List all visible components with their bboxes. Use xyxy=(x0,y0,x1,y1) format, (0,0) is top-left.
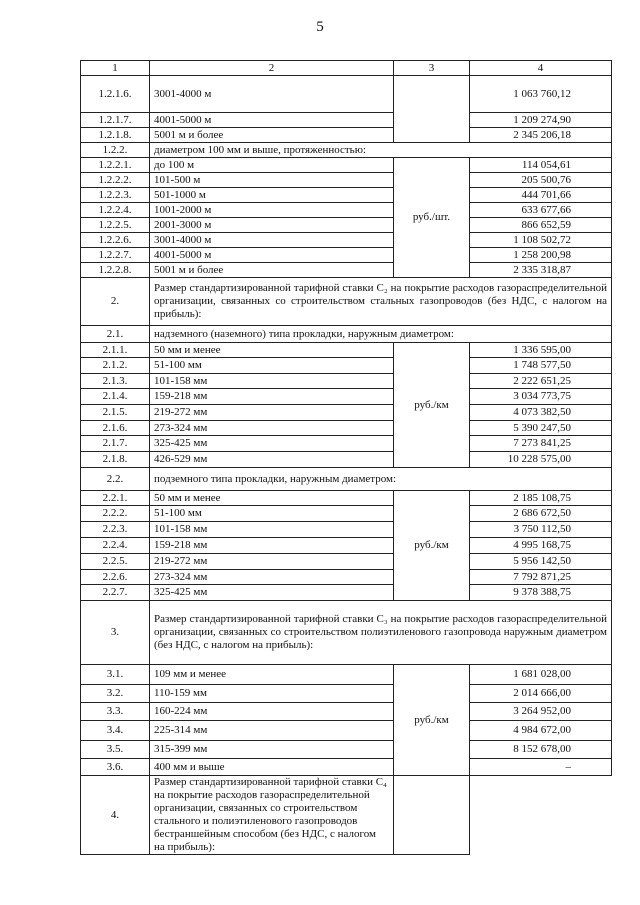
item-description: 160-224 мм xyxy=(150,703,394,721)
tariff-value: 1 336 595,00 xyxy=(470,343,612,358)
item-number: 2.2.1. xyxy=(81,491,150,506)
item-number: 3.6. xyxy=(81,759,150,776)
table-row xyxy=(81,203,612,218)
tariff-value: 4 995 168,75 xyxy=(470,538,612,554)
item-number: 1.2.2.3. xyxy=(81,188,150,203)
item-description: диаметром 100 мм и выше, протяженностью: xyxy=(150,143,612,158)
item-number: 1.2.1.6. xyxy=(81,76,150,113)
tariff-value: 4 073 382,50 xyxy=(470,405,612,421)
item-number: 1.2.2.6. xyxy=(81,233,150,248)
tariff-value: 1 209 274,90 xyxy=(470,113,612,128)
header-cell: 1 xyxy=(81,61,150,76)
item-description: 159-218 мм xyxy=(150,538,394,554)
header-cell: 2 xyxy=(150,61,394,76)
item-number: 1.2.2. xyxy=(81,143,150,158)
item-description: 50 мм и менее xyxy=(150,343,394,358)
item-number: 2.1. xyxy=(81,326,150,343)
item-description: 400 мм и выше xyxy=(150,759,394,776)
table-row xyxy=(81,685,612,703)
unit-cell: руб./км xyxy=(394,665,470,776)
item-number: 3.5. xyxy=(81,741,150,759)
item-description: 101-158 мм xyxy=(150,374,394,389)
item-number: 3. xyxy=(81,601,150,665)
table-row xyxy=(81,436,612,452)
table-row xyxy=(81,76,612,113)
table-row xyxy=(81,358,612,374)
tariff-value: 2 345 206,18 xyxy=(470,128,612,143)
table-row xyxy=(81,374,612,389)
table-row xyxy=(81,389,612,405)
tariff-value: 3 034 773,75 xyxy=(470,389,612,405)
item-description: 2001-3000 м xyxy=(150,218,394,233)
item-number: 1.2.2.5. xyxy=(81,218,150,233)
item-number: 1.2.2.1. xyxy=(81,158,150,173)
item-number: 2.1.8. xyxy=(81,452,150,468)
table-row xyxy=(81,113,612,128)
table-row xyxy=(81,143,612,158)
item-number: 2. xyxy=(81,278,150,326)
page-number: 5 xyxy=(316,19,324,35)
tariff-value: 2 686 672,50 xyxy=(470,506,612,522)
table-row xyxy=(81,343,612,358)
item-number: 1.2.2.7. xyxy=(81,248,150,263)
table-row xyxy=(81,570,612,585)
item-number: 1.2.2.8. xyxy=(81,263,150,278)
item-number: 3.2. xyxy=(81,685,150,703)
table-row xyxy=(81,188,612,203)
tariff-value: 2 335 318,87 xyxy=(470,263,612,278)
item-description: 51-100 мм xyxy=(150,358,394,374)
item-number: 2.2.2. xyxy=(81,506,150,522)
tariff-value: 2 014 666,00 xyxy=(470,685,612,703)
tariff-value: 1 258 200,98 xyxy=(470,248,612,263)
tariff-value: 1 108 502,72 xyxy=(470,233,612,248)
table-row xyxy=(81,326,612,343)
tariff-value: 633 677,66 xyxy=(470,203,612,218)
tariff-value: 1 748 577,50 xyxy=(470,358,612,374)
table-row xyxy=(81,173,612,188)
tariff-value: 1 063 760,12 xyxy=(470,76,612,113)
item-description: 1001-2000 м xyxy=(150,203,394,218)
item-description: 219-272 мм xyxy=(150,554,394,570)
item-description: 315-399 мм xyxy=(150,741,394,759)
item-description: 5001 м и более xyxy=(150,128,394,143)
item-description: 325-425 мм xyxy=(150,585,394,601)
item-number: 3.4. xyxy=(81,721,150,741)
item-description: подземного типа прокладки, наружным диаметром: xyxy=(150,468,612,491)
item-number: 2.1.6. xyxy=(81,421,150,436)
item-number: 1.2.1.8. xyxy=(81,128,150,143)
item-description: до 100 м xyxy=(150,158,394,173)
unit-cell xyxy=(394,76,470,143)
table-row xyxy=(81,248,612,263)
table-row xyxy=(81,491,612,506)
item-description: 109 мм и менее xyxy=(150,665,394,685)
item-description: 51-100 мм xyxy=(150,506,394,522)
tariff-value: 2 185 108,75 xyxy=(470,491,612,506)
item-number: 2.2.7. xyxy=(81,585,150,601)
item-number: 1.2.1.7. xyxy=(81,113,150,128)
table-row xyxy=(81,405,612,421)
table-row xyxy=(81,506,612,522)
table-header-row xyxy=(81,61,612,76)
tariff-value: 866 652,59 xyxy=(470,218,612,233)
tariff-value: 9 378 388,75 xyxy=(470,585,612,601)
item-number: 2.2.3. xyxy=(81,522,150,538)
table-row xyxy=(81,585,612,601)
table-row xyxy=(81,158,612,173)
tariff-value: 3 264 952,00 xyxy=(470,703,612,721)
table-row xyxy=(81,522,612,538)
table-row xyxy=(81,233,612,248)
item-description: 101-500 м xyxy=(150,173,394,188)
item-description: Размер стандартизированной тарифной ставки С₃ на покрытие расходов газораспределительной организации, связанных со строительством полиэтиленового газопровода наружным диаметром (без НДС, с налогом на прибыль): xyxy=(150,601,612,665)
tariff-value: 205 500,76 xyxy=(470,173,612,188)
tariff-value: 10 228 575,00 xyxy=(470,452,612,468)
table-row xyxy=(81,601,612,665)
tariff-value: 114 054,61 xyxy=(470,158,612,173)
table-row xyxy=(81,703,612,721)
header-cell: 4 xyxy=(470,61,612,76)
tariff-value: 444 701,66 xyxy=(470,188,612,203)
table-row xyxy=(81,554,612,570)
item-number: 2.1.3. xyxy=(81,374,150,389)
item-description: 501-1000 м xyxy=(150,188,394,203)
item-description: 5001 м и более xyxy=(150,263,394,278)
item-number: 2.2. xyxy=(81,468,150,491)
tariff-table xyxy=(80,60,612,855)
item-number: 2.1.7. xyxy=(81,436,150,452)
item-number: 2.1.1. xyxy=(81,343,150,358)
table-row xyxy=(81,665,612,685)
table-row xyxy=(81,759,612,776)
unit-cell: руб./шт. xyxy=(394,158,470,278)
item-description: 4001-5000 м xyxy=(150,113,394,128)
tariff-value: 3 750 112,50 xyxy=(470,522,612,538)
item-description: надземного (наземного) типа прокладки, наружным диаметром: xyxy=(150,326,612,343)
item-description: 426-529 мм xyxy=(150,452,394,468)
item-description: 273-324 мм xyxy=(150,570,394,585)
item-description: 4001-5000 м xyxy=(150,248,394,263)
item-number: 1.2.2.4. xyxy=(81,203,150,218)
tariff-value: 5 956 142,50 xyxy=(470,554,612,570)
table-row xyxy=(81,468,612,491)
table-row xyxy=(81,421,612,436)
table-row xyxy=(81,128,612,143)
item-number: 3.1. xyxy=(81,665,150,685)
unit-cell: руб./км xyxy=(394,343,470,468)
tariff-value: 7 273 841,25 xyxy=(470,436,612,452)
table-row xyxy=(81,721,612,741)
item-description: 101-158 мм xyxy=(150,522,394,538)
table-row xyxy=(81,741,612,759)
item-number: 2.1.2. xyxy=(81,358,150,374)
tariff-value: 7 792 871,25 xyxy=(470,570,612,585)
item-description: 110-159 мм xyxy=(150,685,394,703)
item-description: 159-218 мм xyxy=(150,389,394,405)
item-description: 219-272 мм xyxy=(150,405,394,421)
tariff-value: 5 390 247,50 xyxy=(470,421,612,436)
item-description: Размер стандартизированной тарифной ставки С₄ на покрытие расходов газораспределительной организации, связанных со строительством стального и полиэтиленового газопроводов бестраншейным способом (без НДС, с налогом на прибыль): xyxy=(150,776,394,855)
item-description: 3001-4000 м xyxy=(150,233,394,248)
item-number: 4. xyxy=(81,776,150,855)
item-description: Размер стандартизированной тарифной ставки С₂ на покрытие расходов газораспределительной организации, связанных со строительством стальных газопроводов (без НДС, с налогом на прибыль): xyxy=(150,278,612,326)
item-number: 1.2.2.2. xyxy=(81,173,150,188)
tariff-value: 1 681 028,00 xyxy=(470,665,612,685)
item-number: 2.2.4. xyxy=(81,538,150,554)
item-description: 3001-4000 м xyxy=(150,76,394,113)
table-row xyxy=(81,776,612,855)
item-description: 225-314 мм xyxy=(150,721,394,741)
table-row xyxy=(81,452,612,468)
header-cell: 3 xyxy=(394,61,470,76)
table-row xyxy=(81,538,612,554)
item-number: 2.1.4. xyxy=(81,389,150,405)
item-description: 273-324 мм xyxy=(150,421,394,436)
unit-cell: руб./км xyxy=(394,491,470,601)
item-description: 50 мм и менее xyxy=(150,491,394,506)
tariff-value: 2 222 651,25 xyxy=(470,374,612,389)
tariff-value: 8 152 678,00 xyxy=(470,741,612,759)
tariff-value: 4 984 672,00 xyxy=(470,721,612,741)
table-row xyxy=(81,278,612,326)
item-description: 325-425 мм xyxy=(150,436,394,452)
tariff-value: – xyxy=(470,759,612,776)
item-number: 2.2.6. xyxy=(81,570,150,585)
table-row xyxy=(81,218,612,233)
item-number: 2.1.5. xyxy=(81,405,150,421)
table-row xyxy=(81,263,612,278)
item-number: 2.2.5. xyxy=(81,554,150,570)
item-number: 3.3. xyxy=(81,703,150,721)
tariff-value xyxy=(394,776,470,855)
